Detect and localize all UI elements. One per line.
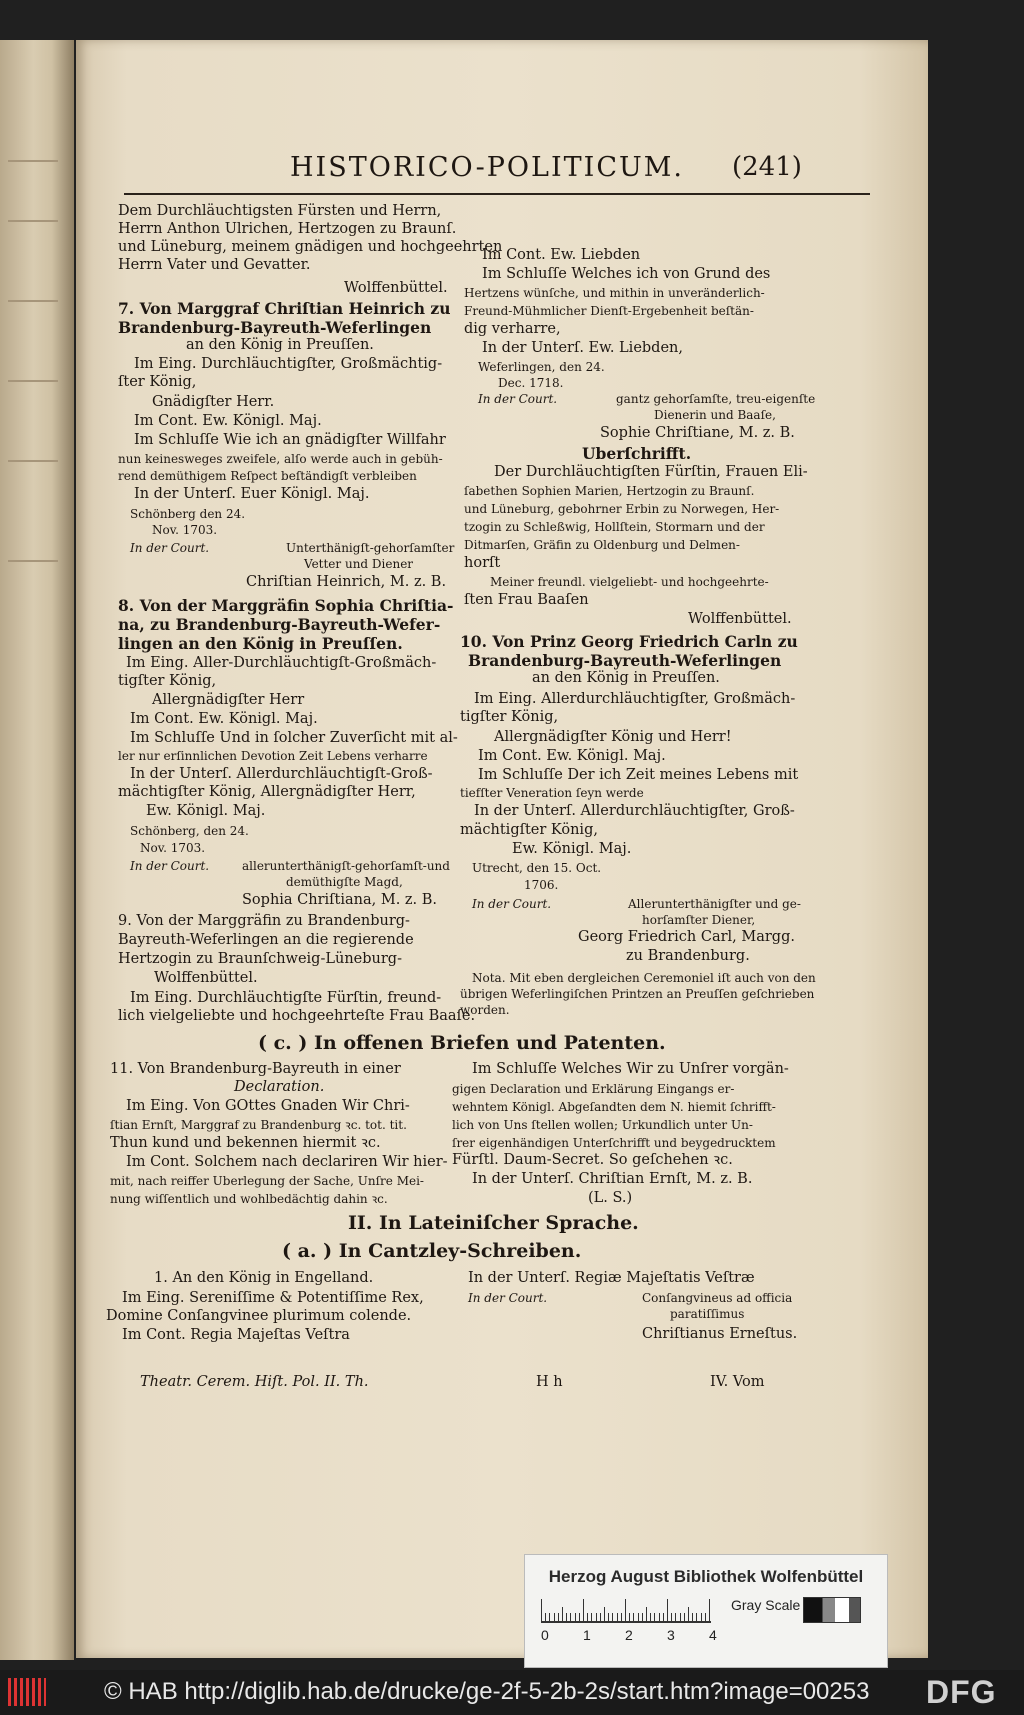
text-line: Gnädigſter Herr. [152, 394, 275, 410]
text-line: Im Schluſſe Wie ich an gnädigſter Willfahr [134, 432, 446, 448]
text-line: mächtigſter König, [460, 822, 598, 838]
text-line: Hertzens wünſche, und mithin in unveränderlich- [464, 286, 765, 300]
text-line: Nov. 1703. [140, 841, 206, 855]
text-line: paratiſſimus [670, 1307, 745, 1321]
ruler-tick [612, 1613, 613, 1621]
text-line: Im Cont. Ew. Liebden [482, 247, 641, 263]
dfg-logo: DFG [926, 1674, 997, 1710]
text-line: mit, nach reiffer Uberlegung der Sache, Unſre Mei- [110, 1174, 424, 1188]
text-line: Im Cont. Ew. Königl. Maj. [130, 711, 318, 727]
ruler-tick [680, 1613, 681, 1621]
ruler-tick [650, 1613, 651, 1621]
header-rule [124, 193, 870, 195]
ruler-tick [562, 1607, 563, 1621]
text-line: Bayreuth-Weferlingen an die regierende [118, 932, 414, 948]
text-line: worden. [460, 1003, 510, 1017]
ruler-tick [591, 1613, 592, 1621]
text-line: Allergnädigſter König und Herr! [494, 729, 732, 745]
text-line: tzogin zu Schleßwig, Hollſtein, Stormarn und der [464, 520, 765, 534]
ruler-tick [701, 1613, 702, 1621]
ruler-tick [675, 1613, 676, 1621]
text-line: Im Eing. Durchläuchtigſter, Großmächtig- [134, 356, 443, 372]
text-line: gigen Declaration und Erklärung Eingangs er- [452, 1082, 735, 1096]
text-line: 1. An den König in Engelland. [154, 1270, 374, 1286]
text-line: In der Unterſ. Allerdurchläuchtigſter, Groß- [474, 803, 795, 819]
text-line: Im Eing. Allerdurchläuchtigſter, Großmäch- [474, 691, 796, 707]
ruler-tick [600, 1613, 601, 1621]
ruler-tick [705, 1613, 706, 1621]
left-page-edge [0, 40, 74, 1660]
ruler-tick [684, 1613, 685, 1621]
text-line: zu Brandenburg. [626, 948, 750, 964]
gray-scale-label: Gray Scale [731, 1597, 801, 1613]
text-line: Nov. 1703. [152, 523, 218, 537]
text-line: an den König in Preuſſen. [186, 337, 374, 353]
text-line: In der Court. [130, 541, 210, 555]
text-line: gantz gehorſamſte, treu-eigenſte [616, 392, 816, 406]
text-line: Unterthänigſt-gehorſamſter [286, 541, 455, 555]
text-line: Weferlingen, den 24. [478, 360, 605, 374]
text-line: In der Unterſ. Ew. Liebden, [482, 340, 683, 356]
text-line: In der Unterſ. Euer Königl. Maj. [134, 486, 370, 502]
text-line: ſten Frau Baaſen [464, 592, 589, 608]
ruler-tick [638, 1613, 639, 1621]
section-heading-c: ( c. ) In offenen Briefen und Patenten. [258, 1032, 666, 1054]
text-line: Thun kund und bekennen hiermit ꝛc. [110, 1135, 381, 1151]
text-line: Sophie Chriſtiane, M. z. B. [600, 425, 795, 441]
text-line: ſrer eigenhändigen Unterſchrifft und beygedrucktem [452, 1136, 776, 1150]
text-line: ſabethen Sophien Marien, Hertzogin zu Braunſ. [464, 484, 755, 498]
text-line: Im Schluſſe Welches Wir zu Unſrer vorgän- [472, 1061, 789, 1077]
text-line: mächtigſter König, Allergnädigſter Herr, [118, 784, 416, 800]
ruler-tick [587, 1613, 588, 1621]
ruler-tick [583, 1599, 584, 1621]
ruler-tick [558, 1613, 559, 1621]
text-line: Im Schluſſe Und in ſolcher Zuverſicht mit al- [130, 730, 458, 746]
ruler-tick [667, 1599, 668, 1621]
ruler-tick [621, 1613, 622, 1621]
ruler-tick [659, 1613, 660, 1621]
text-line: Allerunterthänigſter und ge- [628, 897, 801, 911]
text-line: Wolffenbüttel. [154, 970, 258, 986]
text-line: Nota. Mit eben dergleichen Ceremoniel iſt auch von den [472, 971, 816, 985]
text-line: Fürſtl. Daum-Secret. So geſchehen ꝛc. [452, 1152, 733, 1168]
barcode-icon [8, 1678, 46, 1706]
ruler-tick [541, 1599, 542, 1621]
text-line: Ew. Königl. Maj. [146, 803, 266, 819]
catchword-right: IV. Vom [710, 1374, 765, 1390]
text-line: Vetter und Diener [304, 557, 414, 571]
text-line: Conſangvineus ad officia [642, 1291, 793, 1305]
text-line: ſtian Ernſt, Marggraf zu Brandenburg ꝛc. tot. tit. [110, 1118, 407, 1132]
text-line: ler nur erſinnlichen Devotion Zeit Lebens verharre [118, 749, 428, 763]
gray-scale-swatch [803, 1597, 861, 1623]
text-line: In der Unterſ. Allerdurchläuchtigſt-Groß- [130, 766, 433, 782]
ruler-tick [604, 1607, 605, 1621]
text-line: Sophia Chriſtiana, M. z. B. [242, 892, 438, 908]
text-line: allerunterthänigſt-gehorſamſt-und [242, 859, 450, 873]
text-line: Schönberg den 24. [130, 507, 246, 521]
ruler-tick [596, 1613, 597, 1621]
text-line: In der Court. [472, 897, 552, 911]
text-line: Im Schluſſe Der ich Zeit meines Lebens mit [478, 767, 799, 783]
text-line: Im Schluſſe Welches ich von Grund des [482, 266, 771, 282]
text-line: lich vielgeliebte und hochgeehrteſte Frau Baaſe. [118, 1008, 476, 1024]
ruler-tick [554, 1613, 555, 1621]
library-label [524, 1554, 888, 1668]
signature-mark: H h [536, 1374, 563, 1390]
ruler-tick [709, 1599, 710, 1621]
text-line: Meiner freundl. vielgeliebt- und hochgeehrte- [490, 575, 769, 589]
text-line: Herrn Anthon Ulrichen, Hertzogen zu Braunſ. [118, 221, 457, 237]
text-line: Utrecht, den 15. Oct. [472, 861, 602, 875]
ruler-tick [617, 1613, 618, 1621]
page-number: (241) [732, 152, 802, 182]
text-line: Der Durchläuchtigſten Fürſtin, Frauen Eli- [494, 464, 808, 480]
text-line: Im Cont. Solchem nach declariren Wir hier- [126, 1154, 448, 1170]
text-line: Dem Durchläuchtigsten Fürsten und Herrn, [118, 203, 442, 219]
heading-line: 7. Von Marggraf Chriſtian Heinrich zu [118, 299, 451, 318]
heading-line: 10. Von Prinz Georg Friedrich Carln zu [460, 632, 798, 651]
text-line: rend demüthigem Reſpect beſtändigſt verbleiben [118, 469, 417, 483]
text-line: ſter König, [118, 374, 197, 390]
catchword-left: Theatr. Cerem. Hiſt. Pol. II. Th. [140, 1374, 369, 1390]
ruler-tick [663, 1613, 664, 1621]
text-line: dig verharre, [464, 321, 561, 337]
library-name: Herzog August Bibliothek Wolfenbüttel [548, 1567, 864, 1586]
text-line: Georg Friedrich Carl, Margg. [578, 929, 795, 945]
text-line: horſt [464, 555, 501, 571]
text-line: Im Cont. Regia Majeſtas Veſtra [122, 1327, 350, 1343]
ruler-tick [625, 1599, 626, 1621]
text-line: In der Court. [468, 1291, 548, 1305]
ruler-tick [545, 1613, 546, 1621]
text-line: Dienerin und Baaſe, [654, 408, 776, 422]
text-line: Schönberg, den 24. [130, 824, 249, 838]
ruler-tick [633, 1613, 634, 1621]
text-line: Herrn Vater und Gevatter. [118, 257, 311, 273]
text-line: Declaration. [234, 1079, 325, 1095]
text-line: 11. Von Brandenburg-Bayreuth in einer [110, 1061, 401, 1077]
ruler-tick [696, 1613, 697, 1621]
source-url[interactable]: © HAB http://diglib.hab.de/drucke/ge-2f-5-2b-2s/start.htm?image=00253 [104, 1678, 870, 1705]
heading-line: lingen an den König in Preuſſen. [118, 634, 403, 653]
text-line: wehntem Königl. Abgeſandten dem N. hiemit ſchrifft- [452, 1100, 776, 1114]
text-line: übrigen Weferlingiſchen Printzen an Preuſſen geſchrieben [460, 987, 815, 1001]
ruler-tick [646, 1607, 647, 1621]
bottom-bar [0, 1670, 1024, 1715]
text-line: lich von Uns ſtellen wollen; Urkundlich unter Un- [452, 1118, 753, 1132]
text-line: Chriſtianus Erneſtus. [642, 1326, 798, 1342]
measurement-ruler [541, 1595, 711, 1623]
text-line: Hertzogin zu Braunſchweig-Lüneburg- [118, 951, 402, 967]
running-title: HISTORICO-POLITICUM. [290, 152, 684, 183]
ruler-tick [629, 1613, 630, 1621]
section-heading-a: ( a. ) In Cantzley-Schreiben. [282, 1240, 582, 1262]
section-heading-ii: II. In Lateiniſcher Sprache. [348, 1212, 639, 1234]
ruler-tick [654, 1613, 655, 1621]
text-line: In der Court. [130, 859, 210, 873]
book-page [76, 40, 928, 1658]
text-line: Im Eing. Sereniſſime & Potentiſſime Rex, [122, 1290, 424, 1306]
ruler-tick [642, 1613, 643, 1621]
text-line: In der Unterſ. Chriſtian Ernſt, M. z. B. [472, 1171, 753, 1187]
text-line: an den König in Preuſſen. [532, 670, 720, 686]
text-line: tigſter König, [118, 673, 217, 689]
heading-line: 8. Von der Marggräfin Sophia Chriſtia- [118, 596, 454, 615]
heading-line: Uberſchrifft. [582, 444, 692, 463]
ruler-number: 4 [709, 1627, 717, 1643]
text-line: Allergnädigſter Herr [152, 692, 305, 708]
ruler-tick [575, 1613, 576, 1621]
text-line: Im Eing. Durchläuchtigſte Fürſtin, freund- [130, 990, 442, 1006]
ruler-tick [570, 1613, 571, 1621]
text-line: Ditmarſen, Gräfin zu Oldenburg und Delmen- [464, 538, 740, 552]
ruler-number: 0 [541, 1627, 549, 1643]
ruler-tick [549, 1613, 550, 1621]
text-line: Chriſtian Heinrich, M. z. B. [246, 574, 447, 590]
text-line: demüthigſte Magd, [286, 875, 403, 889]
heading-line: Brandenburg-Bayreuth-Weferlingen [118, 318, 432, 337]
ruler-tick [688, 1607, 689, 1621]
heading-line: Brandenburg-Bayreuth-Weferlingen [468, 651, 782, 670]
ruler-tick [671, 1613, 672, 1621]
ruler-tick [566, 1613, 567, 1621]
text-line: Wolffenbüttel. [688, 611, 792, 627]
text-line: Im Cont. Ew. Königl. Maj. [478, 748, 666, 764]
text-line: horſamſter Diener, [642, 913, 756, 927]
ruler-number: 1 [583, 1627, 591, 1643]
ruler-number: 2 [625, 1627, 633, 1643]
text-line: Ew. Königl. Maj. [512, 841, 632, 857]
ruler-tick [692, 1613, 693, 1621]
text-line: Im Eing. Aller-Durchläuchtigſt-Großmäch- [126, 655, 437, 671]
text-line: tiefſter Veneration ſeyn werde [460, 786, 644, 800]
text-line: 1706. [524, 878, 559, 892]
text-line: nung wiſſentlich und wohlbedächtig dahin ꝛc. [110, 1192, 388, 1206]
text-line: Im Cont. Ew. Königl. Maj. [134, 413, 322, 429]
text-line: Dec. 1718. [498, 376, 564, 390]
ruler-tick [608, 1613, 609, 1621]
text-line: tigſter König, [460, 709, 559, 725]
text-line: Domine Conſangvinee plurimum colende. [106, 1308, 412, 1324]
ruler-tick [579, 1613, 580, 1621]
text-line: (L. S.) [588, 1190, 633, 1206]
ruler-number: 3 [667, 1627, 675, 1643]
text-line: 9. Von der Marggräfin zu Brandenburg- [118, 913, 410, 929]
text-line: und Lüneburg, meinem gnädigen und hochgeehrten [118, 239, 503, 255]
text-line: Wolffenbüttel. [344, 280, 448, 296]
text-line: und Lüneburg, gebohrner Erbin zu Norwegen, Her- [464, 502, 780, 516]
heading-line: na, zu Brandenburg-Bayreuth-Wefer- [118, 615, 441, 634]
text-line: Freund-Mühmlicher Dienſt-Ergebenheit beſtän- [464, 304, 754, 318]
text-line: Im Eing. Von GOttes Gnaden Wir Chri- [126, 1098, 410, 1114]
text-line: In der Unterſ. Regiæ Majeſtatis Veſtræ [468, 1270, 755, 1286]
text-line: nun keinesweges zweifele, alſo werde auch in gebüh- [118, 452, 443, 466]
text-line: In der Court. [478, 392, 558, 406]
